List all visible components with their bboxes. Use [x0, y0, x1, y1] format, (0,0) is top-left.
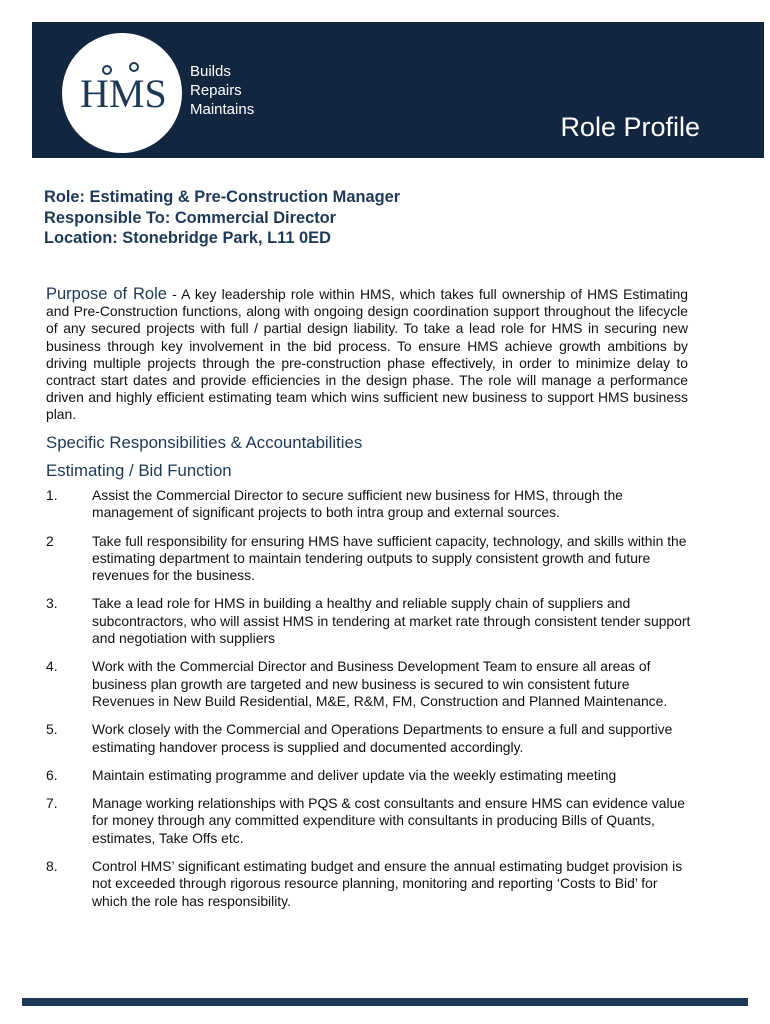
- responsible-to: Responsible To: Commercial Director: [44, 208, 337, 227]
- list-item: [46, 595, 696, 647]
- purpose-paragraph: [46, 286, 688, 424]
- list-item: [46, 721, 696, 756]
- estimating-bid-heading: Estimating / Bid Function: [46, 461, 232, 480]
- logo-dot-right: [130, 63, 138, 71]
- item-text: Maintain estimating programme and deliver update via the weekly estimating meeting: [92, 766, 617, 783]
- list-item: [46, 658, 696, 710]
- item-text: Control HMS’ significant estimating budget and ensure the annual estimating budget provision is not exceeded through rigorous resource planning, monitoring and reporting ‘Costs to Bid’ for which the role has responsibility.: [92, 858, 683, 909]
- item-number: 1.: [46, 487, 58, 503]
- list-item: [46, 858, 696, 910]
- list-item: [46, 487, 696, 522]
- item-number: 5.: [46, 721, 58, 738]
- footer-bar: [22, 998, 748, 1006]
- location: Location: Stonebridge Park, L11 0ED: [44, 229, 331, 247]
- specific-responsibilities-heading: Specific Responsibilities & Accountabilities: [46, 433, 363, 452]
- tagline: [190, 62, 254, 119]
- hms-logo: [62, 33, 182, 153]
- item-number: 7.: [46, 795, 58, 812]
- item-text: Take a lead role for HMS in building a healthy and reliable supply chain of suppliers and subcontractors, who will assist HMS in tendering at market rate through consistent tender support and negotiation with suppliers: [92, 595, 691, 647]
- item-text: Take full responsibility for ensuring HMS have sufficient capacity, technology, and skills within the estimating department to maintain tendering outputs to supply consistent growth and future revenues for the business.: [92, 532, 687, 584]
- item-text: Work with the Commercial Director and Business Development Team to ensure all areas of business plan growth are targeted and new business is secured to win consistent future Revenues in New Build Residential, M&E, R&M, FM, Construction and Planned Maintenance.: [92, 658, 668, 709]
- list-item: [46, 533, 696, 585]
- header-banner: [32, 22, 764, 158]
- item-number: 6.: [46, 766, 58, 783]
- item-text: Manage working relationships with PQS & cost consultants and ensure HMS can evidence value for money through any committed expenditure with consultants in producing Bills of Quants, estimates, Take Offs etc.: [92, 795, 685, 846]
- responsibilities-list: [46, 487, 696, 910]
- role-title: Role: Estimating & Pre-Construction Manager: [44, 188, 401, 206]
- page-title: Role Profile: [560, 112, 700, 142]
- purpose-title: Purpose of Role: [46, 285, 167, 303]
- tagline-maintains: Maintains: [190, 101, 255, 118]
- item-number: 8.: [46, 858, 58, 875]
- logo-text: HMS: [80, 71, 167, 116]
- tagline-builds: Builds: [190, 63, 231, 80]
- item-text: Assist the Commercial Director to secure sufficient new business for HMS, through the management of significant projects to both intra group and external sources.: [92, 487, 623, 521]
- tagline-repairs: Repairs: [190, 82, 242, 99]
- role-info: [44, 187, 400, 249]
- list-item: [46, 795, 696, 847]
- item-number: 3.: [46, 595, 58, 612]
- list-item: [46, 767, 696, 784]
- item-number: 4.: [46, 658, 58, 675]
- item-number: 2: [46, 532, 54, 549]
- item-text: Work closely with the Commercial and Operations Departments to ensure a full and supportive estimating handover process is supplied and documented accordingly.: [92, 721, 673, 755]
- purpose-text: - A key leadership role within HMS, which takes full ownership of HMS Estimating and Pre-Construction functions, along with ongoing design coordination support throughout the lifecycle of any secured projects with full / partial design liability. To take a lead role for HMS in securing new business through key involvement in the bid process. To ensure HMS achieve growth ambitions by driving multiple projects through the pre-construction phase effectively, in order to minimize delay to contract start dates and provide efficiencies in the design phase. The role will manage a performance driven and highly efficient estimating team which wins sufficient new business to support HMS business plan.: [46, 286, 688, 423]
- hms-logo-mark: [62, 33, 182, 153]
